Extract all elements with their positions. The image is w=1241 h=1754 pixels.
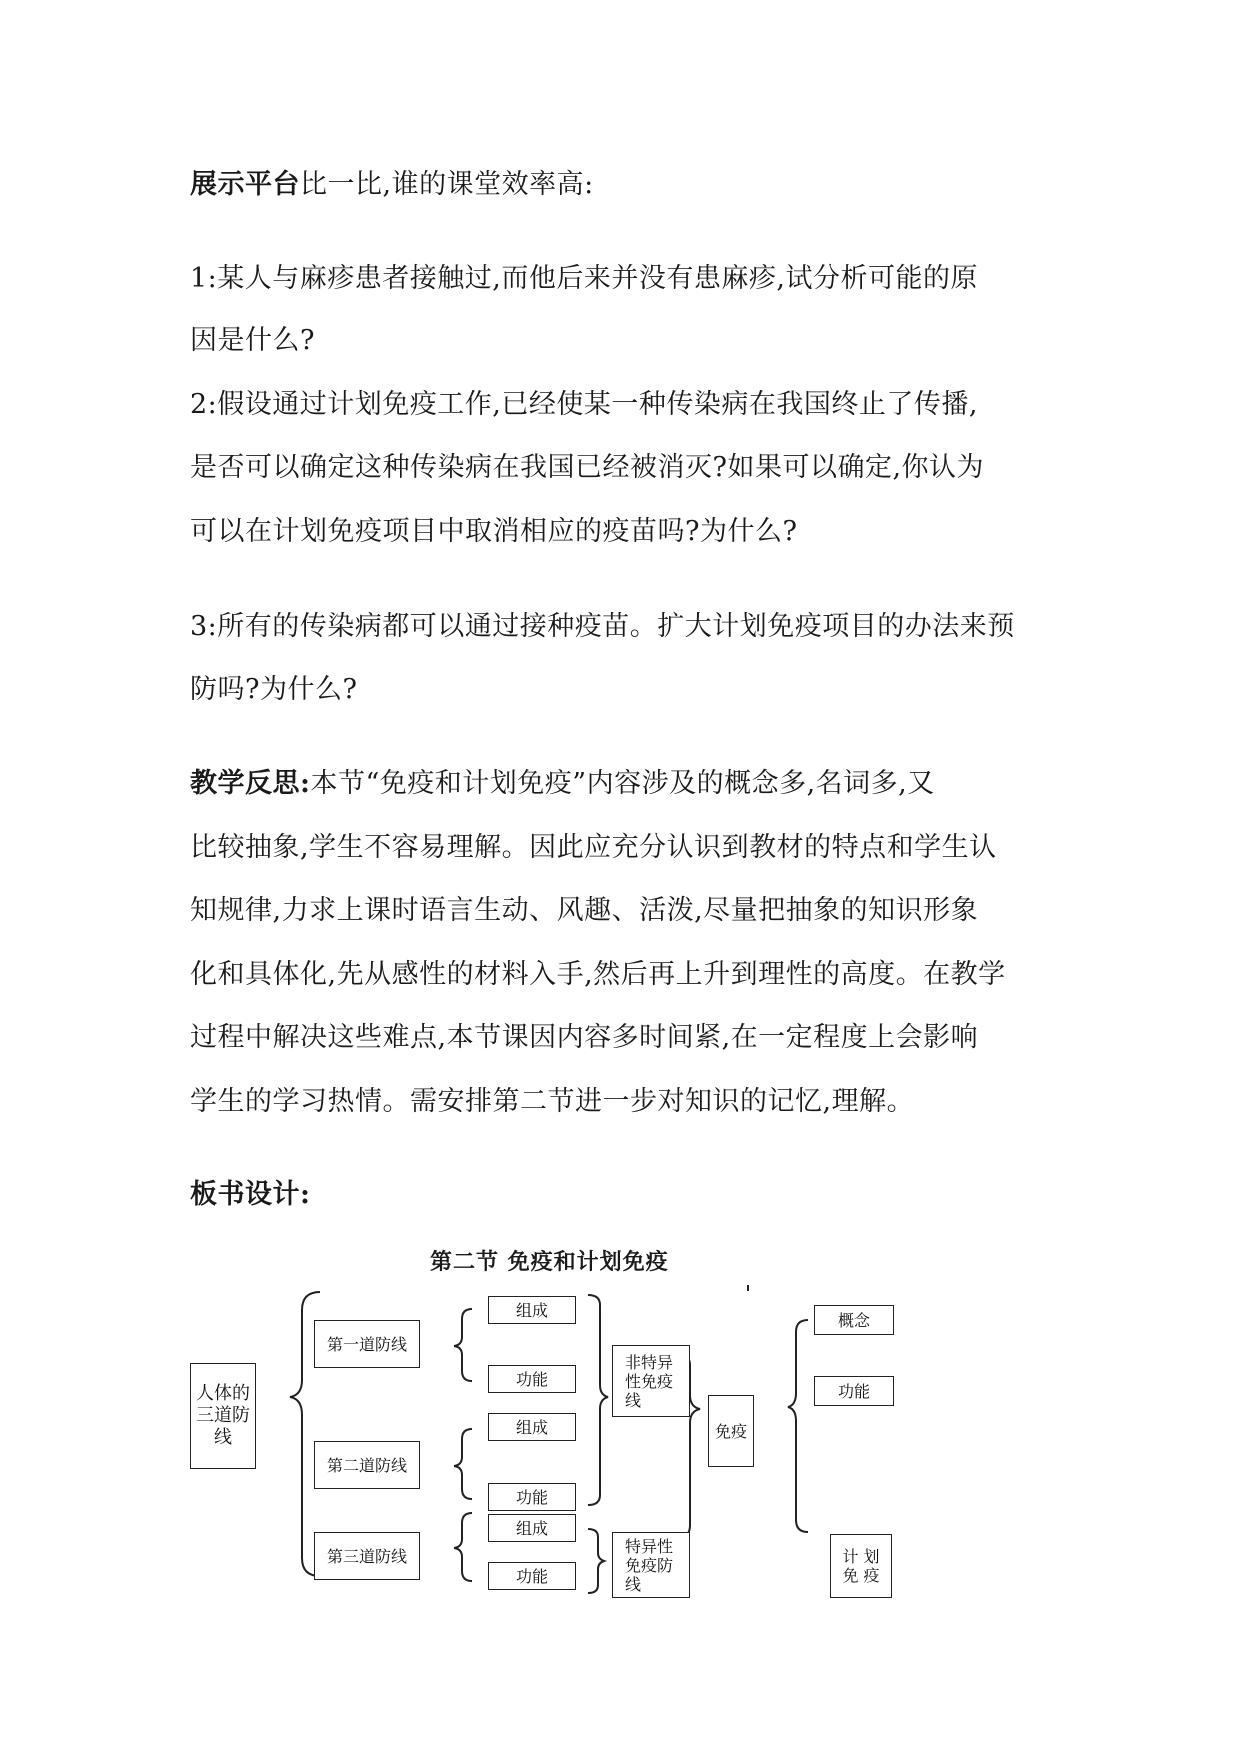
reflection-label: 教学反思: bbox=[190, 768, 311, 799]
reflection-text-1: 本节“免疫和计划免疫”内容涉及的概念多,名词多,又 bbox=[310, 768, 935, 799]
concept-box: 概念 bbox=[814, 1305, 894, 1335]
function-box-2: 功能 bbox=[488, 1483, 576, 1511]
third-line-box: 第三道防线 bbox=[314, 1532, 420, 1580]
composition-box-2: 组成 bbox=[488, 1413, 576, 1441]
question-1-line-1: 1:某人与麻疹患者接触过,而他后来并没有患麻疹,试分析可能的原 bbox=[190, 263, 978, 294]
reflection-line-1 bbox=[190, 767, 1070, 801]
reflection-line-6: 学生的学习热情。需安排第二节进一步对知识的记忆,理解。 bbox=[190, 1086, 915, 1117]
question-3-line-2: 防吗?为什么? bbox=[190, 674, 358, 705]
question-3-line-1: 3:所有的传染病都可以通过接种疫苗。扩大计划免疫项目的办法来预 bbox=[190, 611, 1015, 642]
immunity-box: 免疫 bbox=[708, 1395, 754, 1467]
question-2-line-3: 可以在计划免疫项目中取消相应的疫苗吗?为什么? bbox=[190, 516, 798, 547]
planned-immunity-box: 计 划免 疫 bbox=[830, 1534, 892, 1598]
board-design-diagram bbox=[190, 1245, 1070, 1615]
reflection-line-2: 比较抽象,学生不容易理解。因此应充分认识到教材的特点和学生认 bbox=[190, 832, 997, 863]
platform-text: 比一比,谁的课堂效率高: bbox=[300, 169, 594, 200]
question-2-line-1: 2:假设通过计划免疫工作,已经使某一种传染病在我国终止了传播, bbox=[190, 389, 978, 420]
root-box: 人体的三道防线 bbox=[190, 1363, 256, 1469]
function-box-3: 功能 bbox=[488, 1562, 576, 1590]
reflection-line-5: 过程中解决这些难点,本节课因内容多时间紧,在一定程度上会影响 bbox=[190, 1022, 979, 1053]
diagram-title: 第二节 免疫和计划免疫 bbox=[430, 1250, 669, 1275]
board-label: 板书设计: bbox=[190, 1179, 311, 1210]
question-1-line-2: 因是什么? bbox=[190, 325, 315, 356]
platform-line bbox=[190, 168, 1070, 202]
nonspecific-immunity-box: 非特异性免疫线 bbox=[612, 1345, 690, 1417]
immunity-function-box: 功能 bbox=[814, 1376, 894, 1406]
composition-box-3: 组成 bbox=[488, 1514, 576, 1542]
question-2-line-2: 是否可以确定这种传染病在我国已经被消灭?如果可以确定,你认为 bbox=[190, 452, 985, 483]
reflection-line-4: 化和具体化,先从感性的材料入手,然后再上升到理性的高度。在教学 bbox=[190, 959, 1006, 990]
reflection-line-3: 知规律,力求上课时语言生动、风趣、活泼,尽量把抽象的知识形象 bbox=[190, 895, 979, 926]
function-box-1: 功能 bbox=[488, 1365, 576, 1393]
specific-immunity-box: 特异性免疫防线 bbox=[612, 1532, 690, 1598]
composition-box-1: 组成 bbox=[488, 1296, 576, 1324]
platform-label: 展示平台 bbox=[190, 169, 300, 200]
second-line-box: 第二道防线 bbox=[314, 1441, 420, 1489]
first-line-box: 第一道防线 bbox=[314, 1320, 420, 1368]
